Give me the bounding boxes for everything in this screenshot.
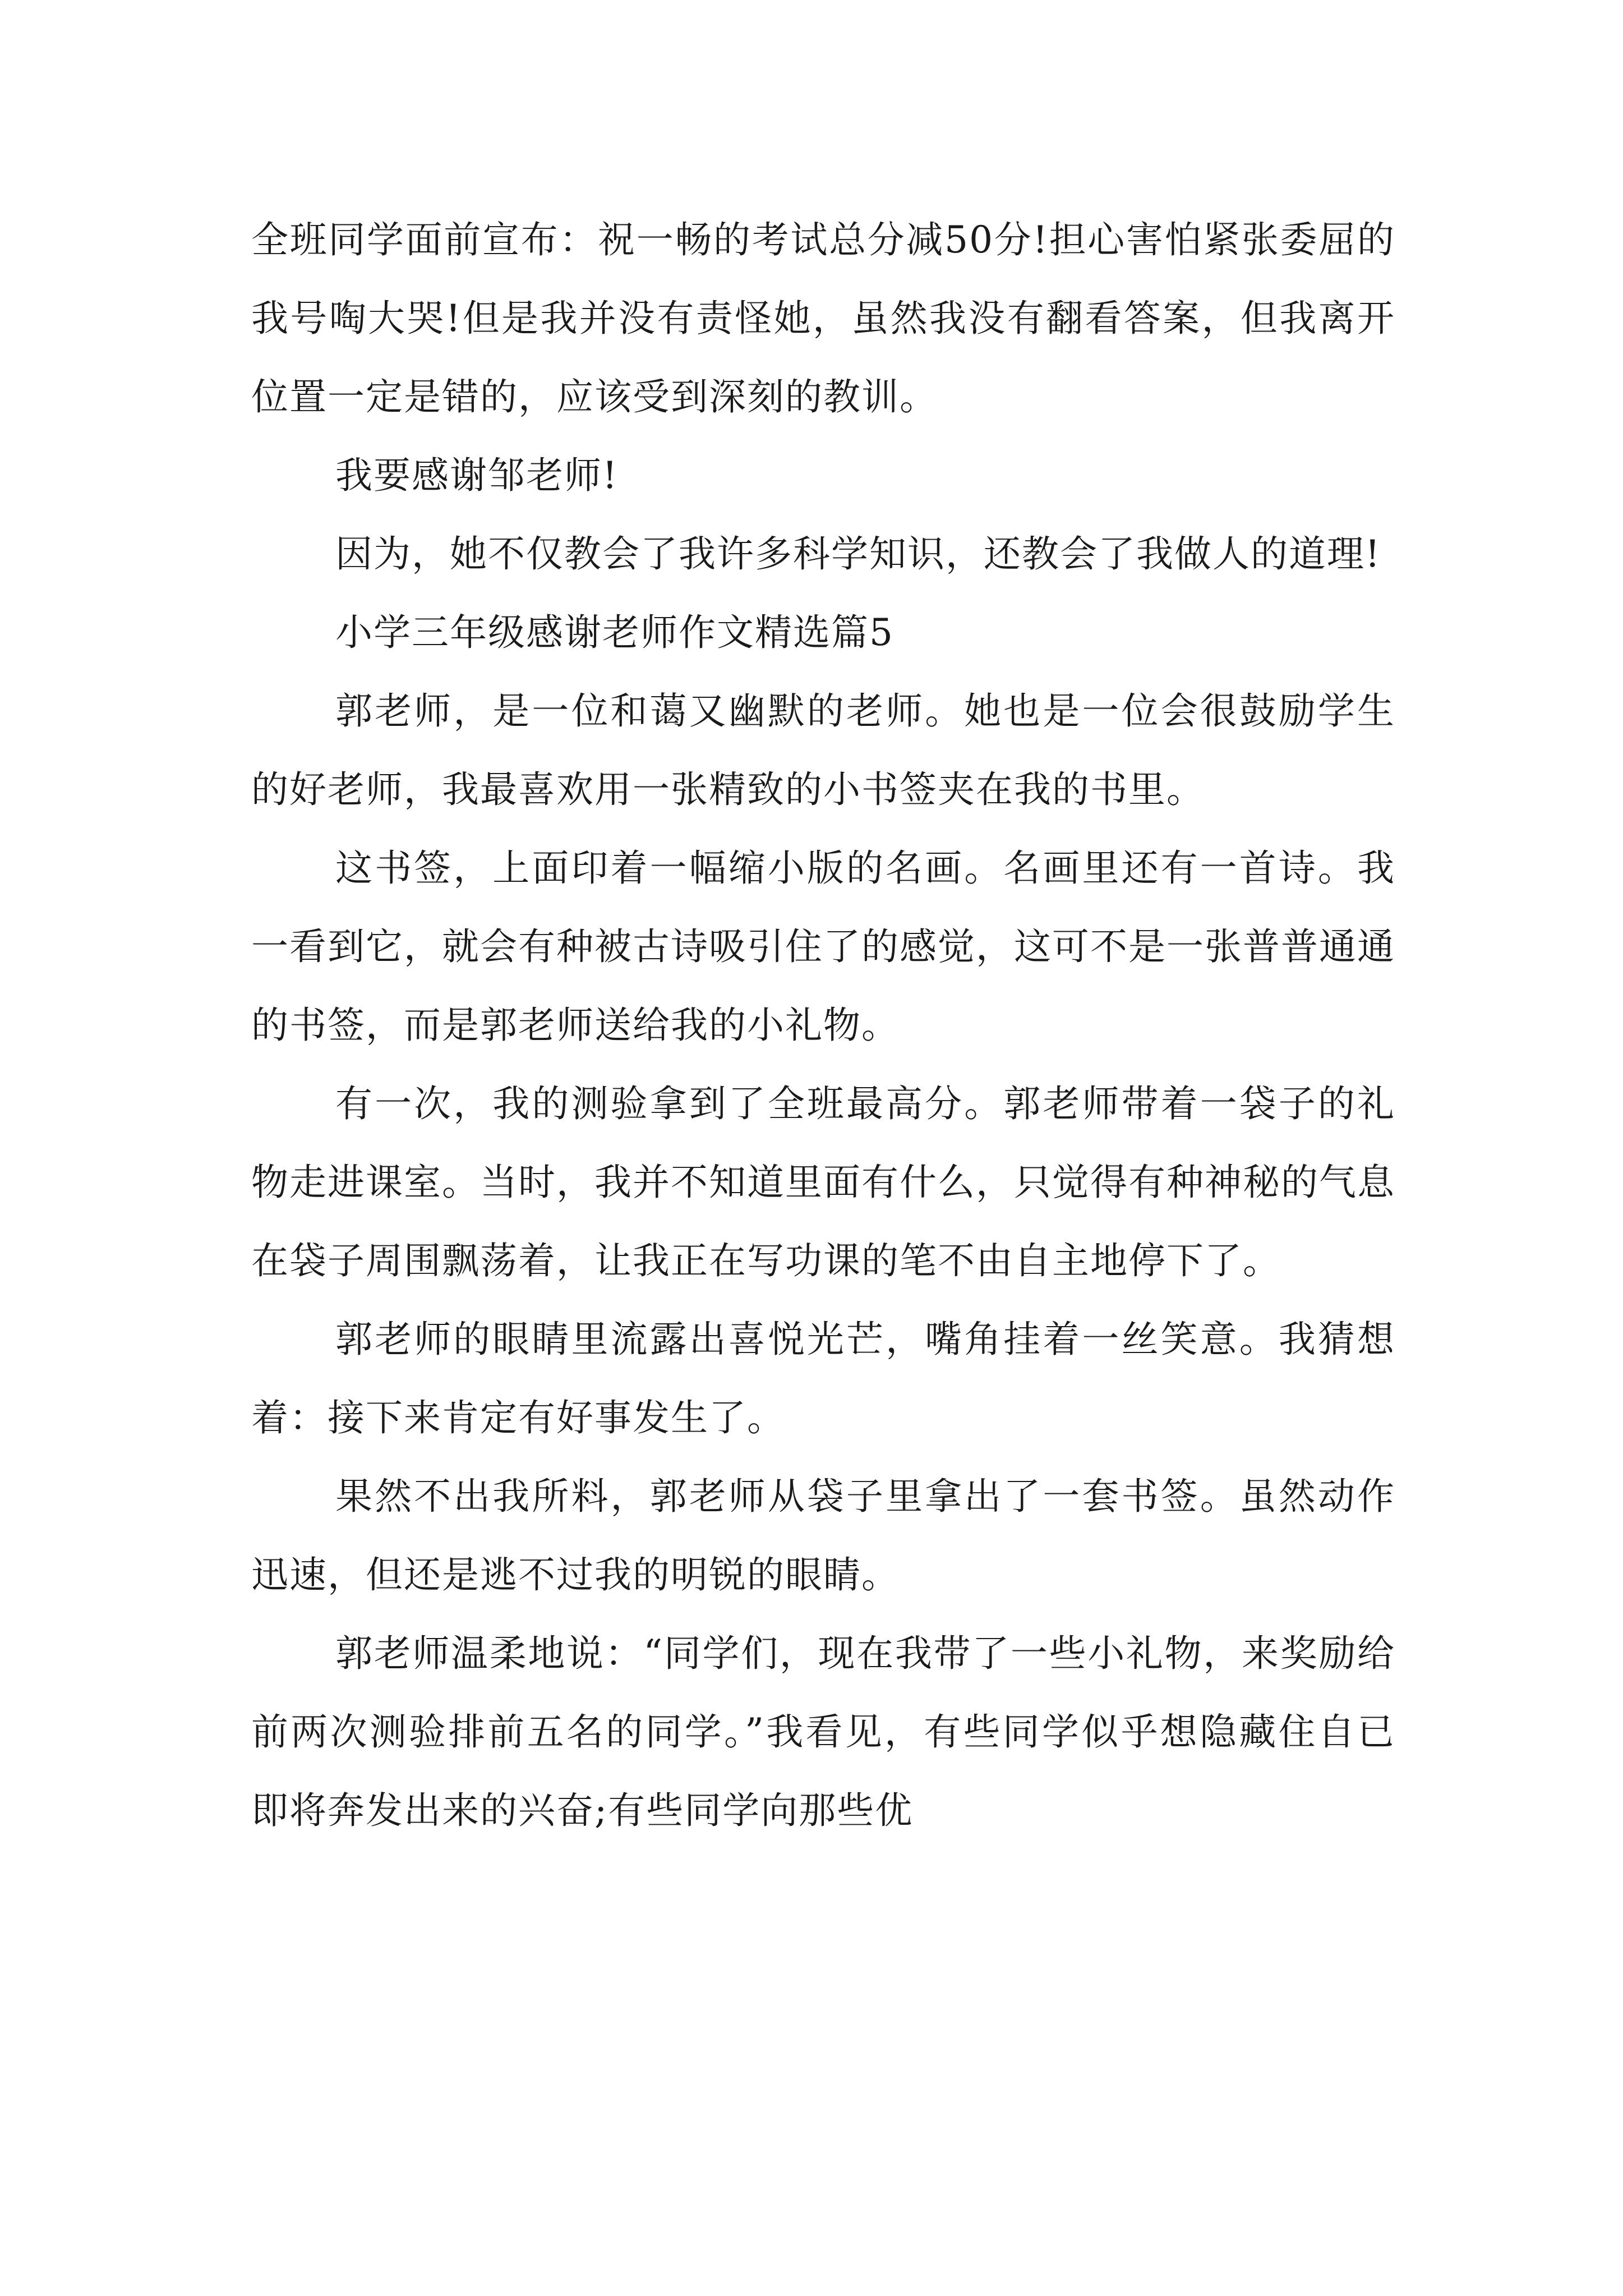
paragraph: 因为，她不仅教会了我许多科学知识，还教会了我做人的道理! [335,532,1381,576]
paragraph: 郭老师温柔地说：“同学们，现在我带了一些小礼物，来奖励给前两次测验排前五名的同学。”我看见，有些同学似乎想隐藏住自已即将奔发出来的兴奋;有些同学向那些优 [251,1632,1395,1832]
document-body [251,201,1395,1850]
paragraph-continuation: 全班同学面前宣布：祝一畅的考试总分减50分!担心害怕紧张委屈的我号啕大哭!但是我并没有责怪她，虽然我没有翻看答案，但我离开位置一定是错的，应该受到深刻的教训。 [251,218,1395,418]
paragraph: 这书签，上面印着一幅缩小版的名画。名画里还有一首诗。我一看到它，就会有种被古诗吸引住了的感觉，这可不是一张普普通通的书签，而是郭老师送给我的小礼物。 [251,846,1395,1047]
paragraph: 有一次，我的测验拿到了全班最高分。郭老师带着一袋子的礼物走进课室。当时，我并不知道里面有什么，只觉得有种神秘的气息在袋子周围飘荡着，让我正在写功课的笔不由自主地停下了。 [251,1082,1395,1282]
paragraph: 果然不出我所料，郭老师从袋子里拿出了一套书签。虽然动作迅速，但还是逃不过我的明锐的眼睛。 [251,1475,1395,1596]
paragraph: 我要感谢邹老师! [335,454,619,497]
paragraph: 郭老师，是一位和蔼又幽默的老师。她也是一位会很鼓励学生的好老师，我最喜欢用一张精致的小书签夹在我的书里。 [251,689,1395,811]
section-heading: 小学三年级感谢老师作文精选篇5 [335,611,894,654]
paragraph: 郭老师的眼睛里流露出喜悦光芒，嘴角挂着一丝笑意。我猜想着：接下来肯定有好事发生了。 [251,1318,1395,1439]
